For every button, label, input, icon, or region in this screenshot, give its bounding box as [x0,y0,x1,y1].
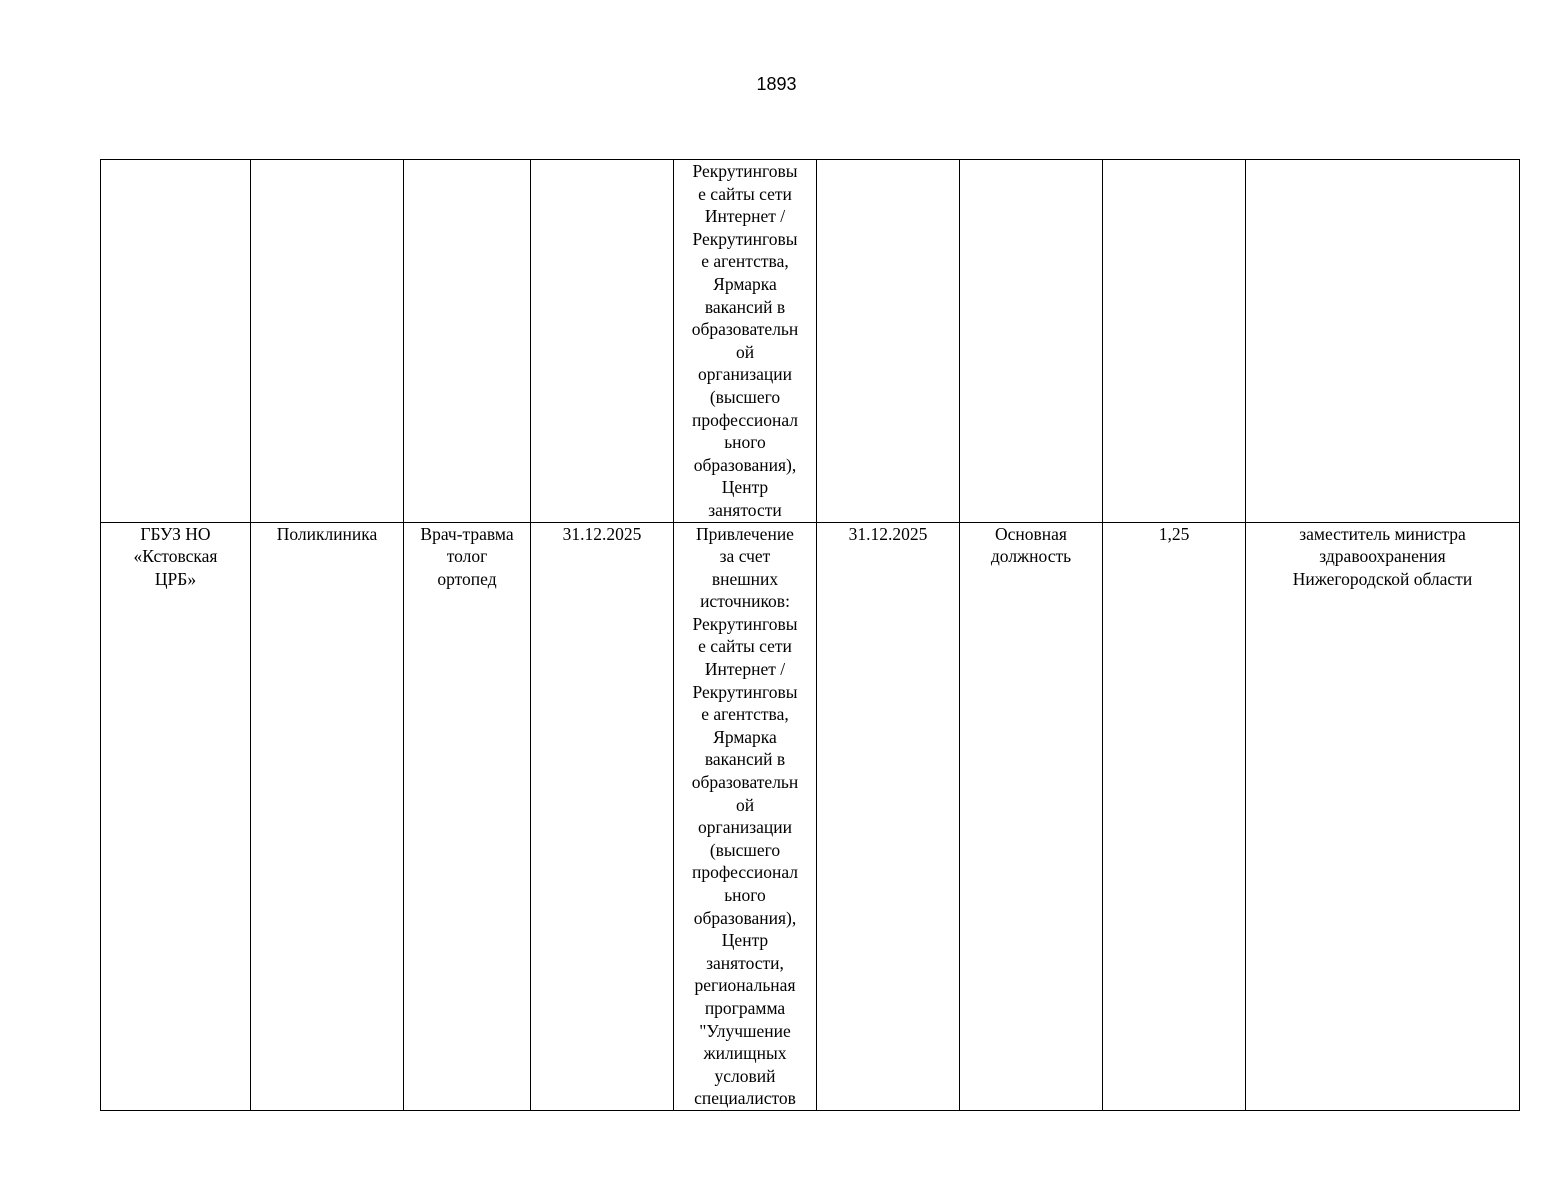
rate-cell: 1,25 [1103,522,1246,1110]
vacancy-table [100,159,1520,1111]
deadline-cell: 31.12.2025 [531,522,674,1110]
method-cell: Привлечение за счет внешних источников: Рекрутинговы е сайты сети Интернет / Рекрутинговы е агентства, Ярмарка вакансий в образовательн ой организации (высшего профессионал ьного образования), Центр занятости, региональная программа "Улучшение жилищных условий специалистов [674,522,817,1110]
position-cell [404,160,531,523]
responsible-cell: заместитель министра здравоохранения Нижегородской области [1246,522,1520,1110]
position-type-cell: Основная должность [960,522,1103,1110]
table-row [101,522,1520,1110]
position-type-cell [960,160,1103,523]
deadline-cell [531,160,674,523]
date-cell: 31.12.2025 [817,522,960,1110]
page-number: 1893 [756,74,797,94]
date-cell [817,160,960,523]
department-cell: Поликлиника [251,522,404,1110]
method-cell: Рекрутинговы е сайты сети Интернет / Рекрутинговы е агентства, Ярмарка вакансий в образовательн ой организации (высшего профессионал ьного образования), Центр занятости [674,160,817,523]
table-row [101,160,1520,523]
responsible-cell [1246,160,1520,523]
rate-cell [1103,160,1246,523]
organization-cell: ГБУЗ НО «Кстовская ЦРБ» [101,522,251,1110]
position-cell: Врач-травма толог ортопед [404,522,531,1110]
department-cell [251,160,404,523]
organization-cell [101,160,251,523]
